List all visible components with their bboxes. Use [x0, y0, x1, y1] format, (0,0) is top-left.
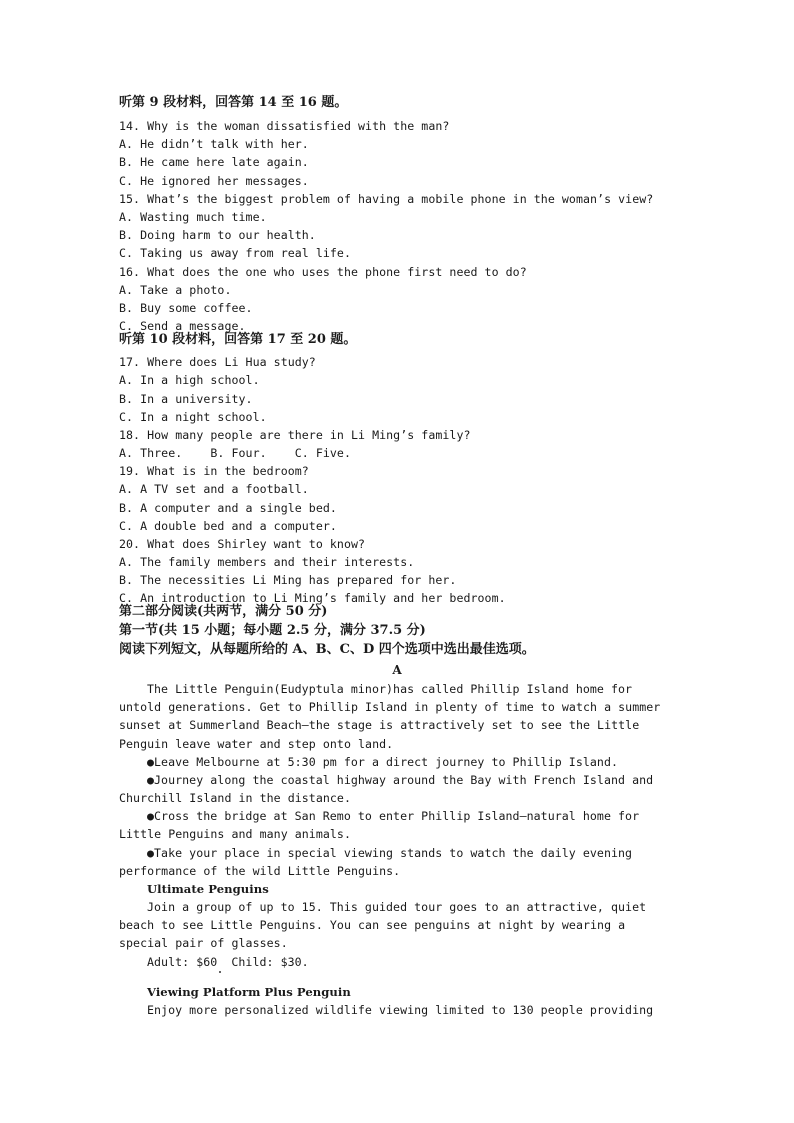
tour-price: Adult: $60 Child: $30.	[147, 955, 309, 969]
bullet-item-continued: Churchill Island in the distance.	[119, 791, 351, 805]
q15-option-b: B. Doing harm to our health.	[119, 228, 316, 242]
bullet-item: ●Journey along the coastal highway around the Bay with French Island and	[147, 773, 654, 787]
q18-question: 18. How many people are there in Li Ming’s family?	[119, 428, 471, 442]
part2-heading: 第二部分阅读(共两节，满分 50 分)	[119, 604, 328, 619]
section10-heading: 听第 10 段材料，回答第 17 至 20 题。	[119, 332, 357, 347]
q14-option-a: A. He didn’t talk with her.	[119, 137, 309, 151]
q20-option-c: C. An introduction to Li Ming’s family and her bedroom.	[119, 591, 506, 605]
tour-title-ultimate: Ultimate Penguins	[147, 882, 269, 896]
passage-line: special pair of glasses.	[119, 936, 288, 950]
passage-line: The Little Penguin(Eudyptula minor)has called Phillip Island home for	[147, 682, 633, 696]
q16-question: 16. What does the one who uses the phone first need to do?	[119, 265, 527, 279]
bullet-item-continued: Little Penguins and many animals.	[119, 827, 351, 841]
tour-title-viewing-platform: Viewing Platform Plus Penguin	[147, 985, 351, 999]
q17-option-c: C. In a night school.	[119, 410, 267, 424]
q15-option-a: A. Wasting much time.	[119, 210, 267, 224]
q19-question: 19. What is in the bedroom?	[119, 464, 309, 478]
passage-line: Penguin leave water and step onto land.	[119, 737, 394, 751]
passage-line: Join a group of up to 15. This guided tour goes to an attractive, quiet	[147, 900, 647, 914]
q16-option-b: B. Buy some coffee.	[119, 301, 253, 315]
passage-line: Enjoy more personalized wildlife viewing limited to 130 people providing	[147, 1003, 654, 1017]
q17-option-a: A. In a high school.	[119, 373, 260, 387]
stray-dot	[219, 971, 221, 973]
passage-line: untold generations. Get to Phillip Island in plenty of time to watch a summer	[119, 700, 661, 714]
q16-option-a: A. Take a photo.	[119, 283, 232, 297]
bullet-item: ●Leave Melbourne at 5:30 pm for a direct journey to Phillip Island.	[147, 755, 619, 769]
q18-options: A. Three. B. Four. C. Five.	[119, 446, 351, 460]
q17-question: 17. Where does Li Hua study?	[119, 355, 316, 369]
passage-label: A	[392, 663, 402, 677]
part2-instruction: 阅读下列短文，从每题所给的 A、B、C、D 四个选项中选出最佳选项。	[119, 642, 535, 657]
passage-line: sunset at Summerland Beach—the stage is attractively set to see the Little	[119, 718, 640, 732]
q15-question: 15. What’s the biggest problem of having a mobile phone in the woman’s view?	[119, 192, 654, 206]
q19-option-c: C. A double bed and a computer.	[119, 519, 337, 533]
q20-question: 20. What does Shirley want to know?	[119, 537, 366, 551]
bullet-item-continued: performance of the wild Little Penguins.	[119, 864, 401, 878]
q14-option-b: B. He came here late again.	[119, 155, 309, 169]
bullet-item: ●Take your place in special viewing stands to watch the daily evening	[147, 846, 633, 860]
passage-line: beach to see Little Penguins. You can see penguins at night by wearing a	[119, 918, 626, 932]
q16-option-c: C. Send a message.	[119, 319, 246, 333]
q20-option-b: B. The necessities Li Ming has prepared for her.	[119, 573, 457, 587]
q14-option-c: C. He ignored her messages.	[119, 174, 309, 188]
q19-option-b: B. A computer and a single bed.	[119, 501, 337, 515]
q20-option-a: A. The family members and their interests.	[119, 555, 415, 569]
q14-question: 14. Why is the woman dissatisfied with the man?	[119, 119, 450, 133]
bullet-item: ●Cross the bridge at San Remo to enter Phillip Island—natural home for	[147, 809, 640, 823]
part2-section1-heading: 第一节(共 15 小题；每小题 2.5 分，满分 37.5 分)	[119, 623, 426, 638]
section9-heading: 听第 9 段材料，回答第 14 至 16 题。	[119, 95, 348, 110]
q17-option-b: B. In a university.	[119, 392, 253, 406]
q19-option-a: A. A TV set and a football.	[119, 482, 309, 496]
q15-option-c: C. Taking us away from real life.	[119, 246, 351, 260]
